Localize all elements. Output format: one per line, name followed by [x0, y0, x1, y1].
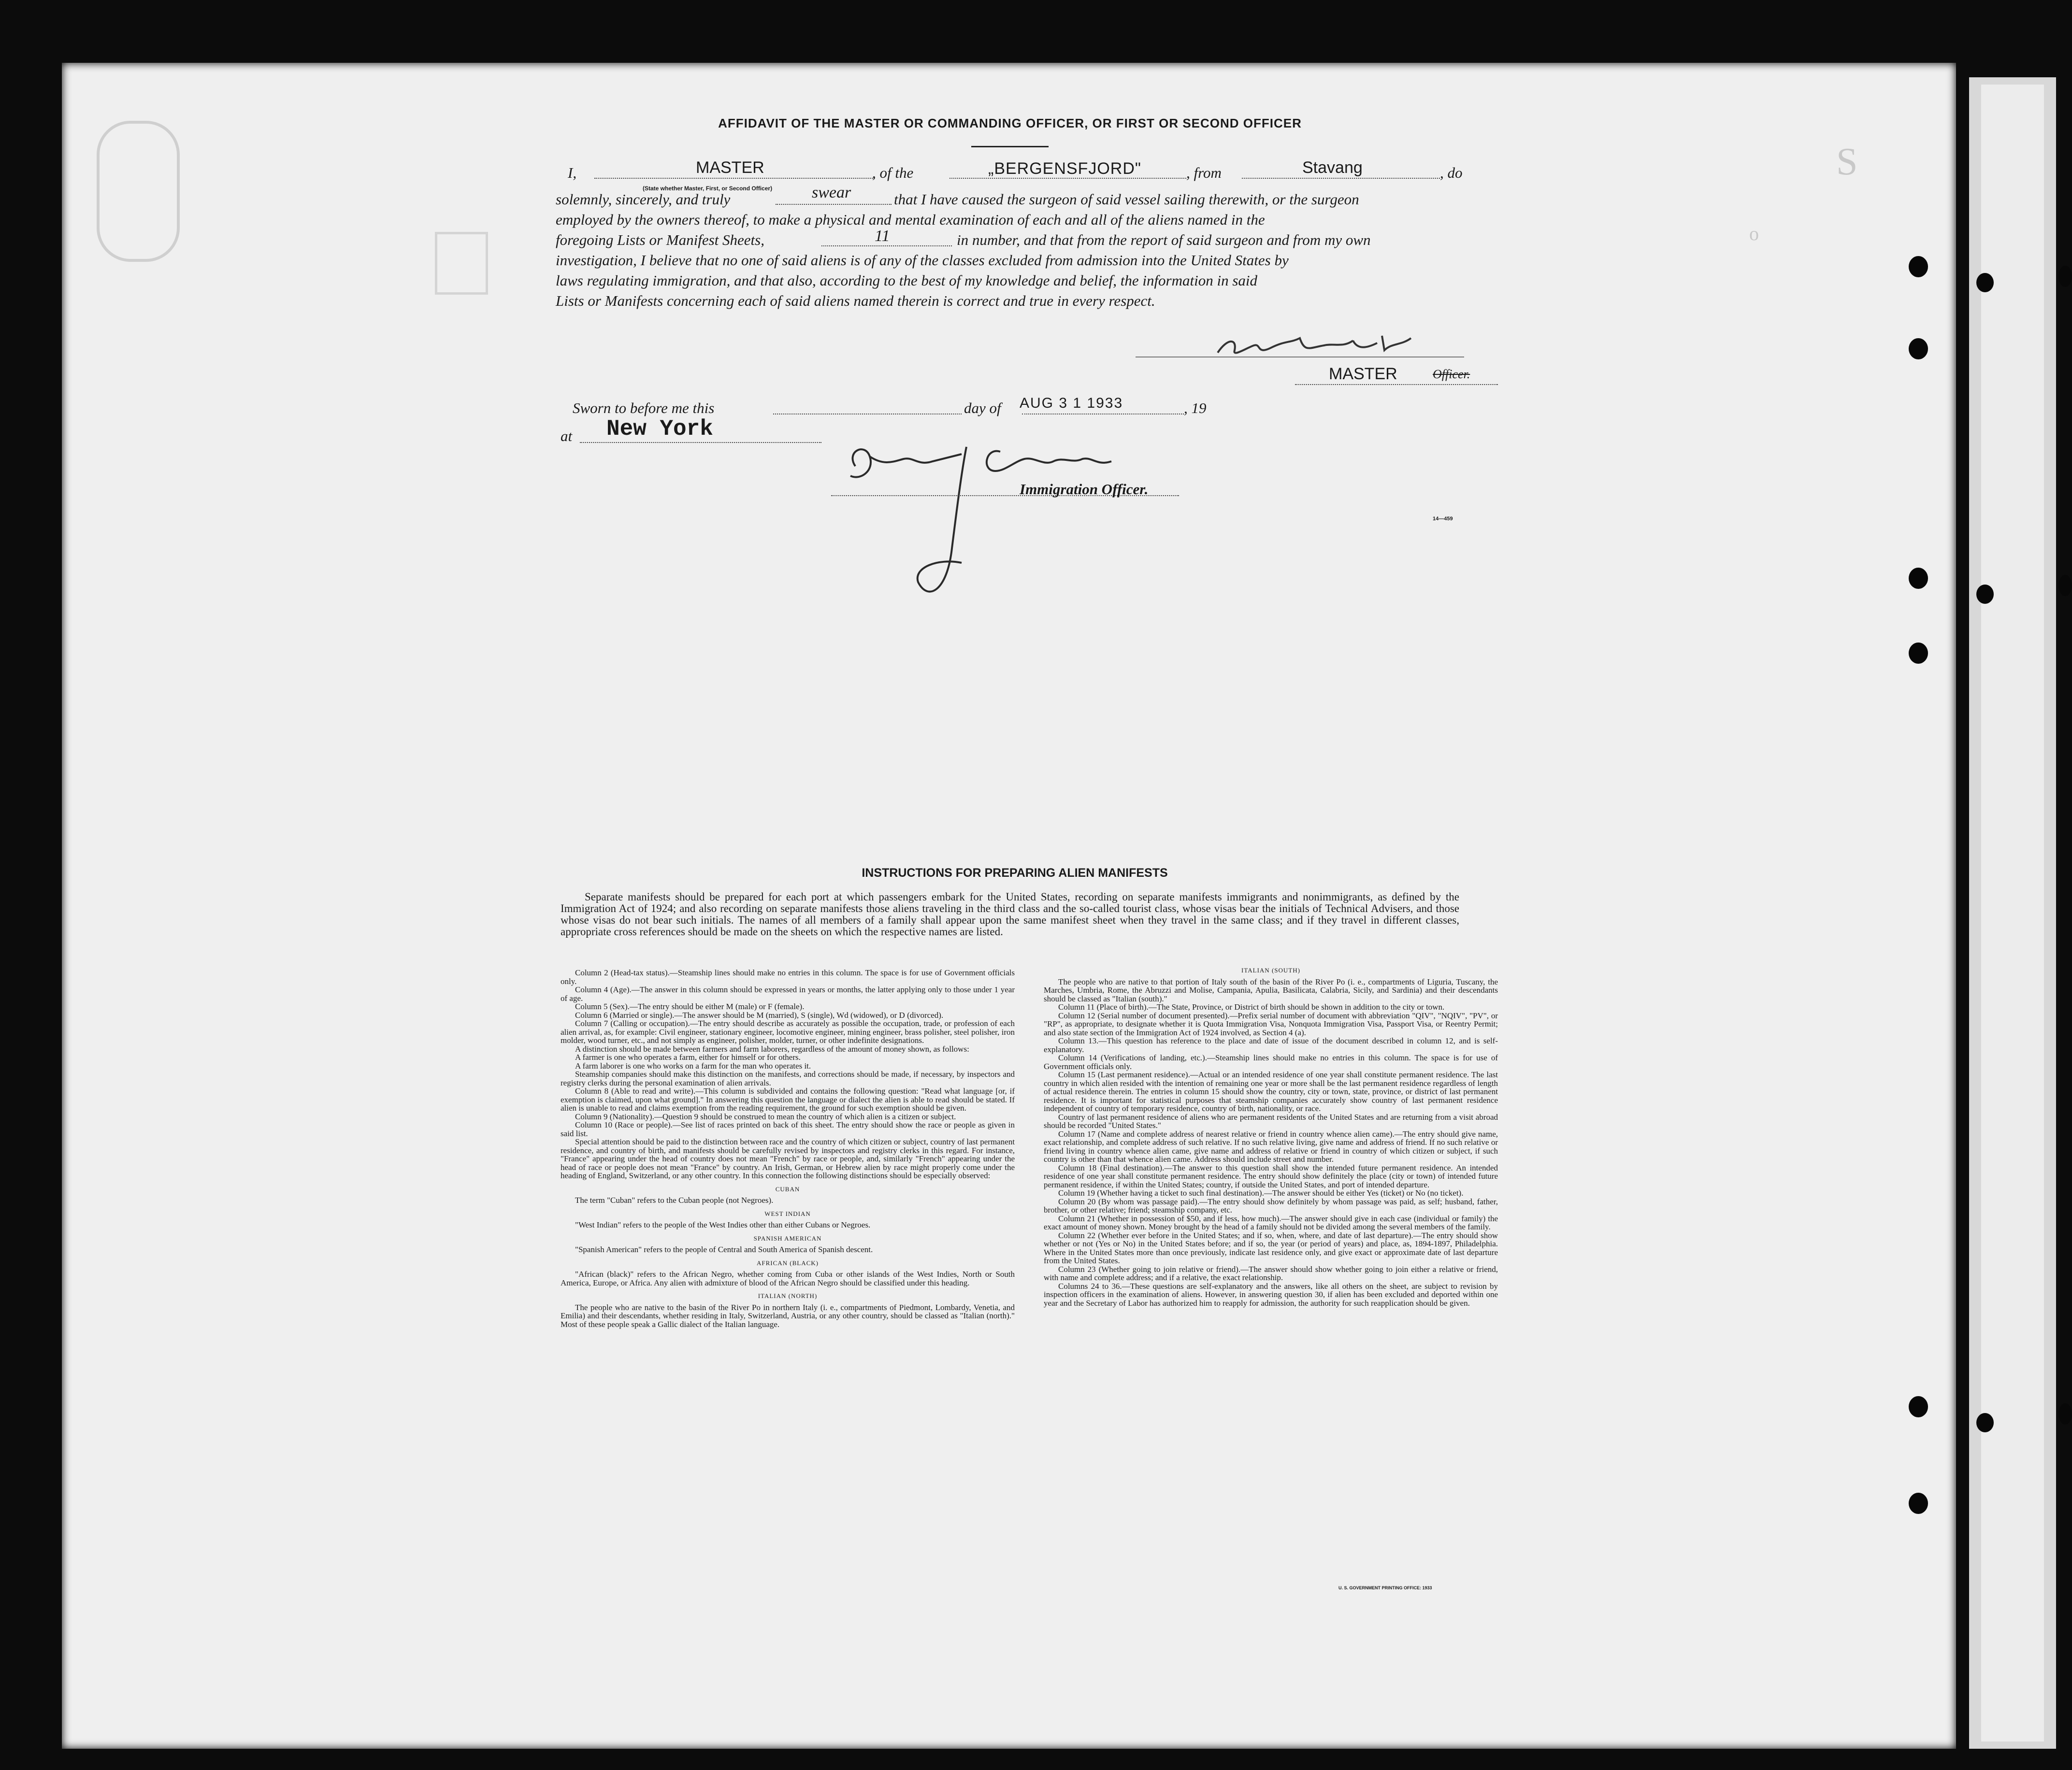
at-label: at [561, 428, 573, 444]
officer-rank: MASTER [696, 158, 764, 177]
paragraph: "Spanish American" refers to the people of Central and South America of Spanish descent. [575, 1245, 873, 1254]
affidavit-line-3: employed by the owners thereof, to make a physical and mental examination of each and all of the aliens named in the [556, 211, 1265, 228]
immigration-officer-label: Immigration Officer. [1020, 481, 1149, 498]
punch-hole [1909, 256, 1928, 277]
paragraph: Column 23 (Whether going to join relative or friend).—The answer should show whether going to join either a relative or friend, with name and complete address; and if a relative, the exact relationship. [1044, 1264, 1498, 1282]
place-of-oath: New York [606, 416, 713, 442]
paragraph: Column 2 (Head-tax status).—Steamship lines should make no entries in this column. The space is for use of Government officials only. [561, 968, 1015, 986]
printer-imprint: U. S. GOVERNMENT PRINTING OFFICE: 1933 [1338, 1585, 1432, 1590]
paragraph: Column 15 (Last permanent residence).—Actual or an intended residence of one year shall constitute permanent residence. The last country in which alien resided with the intention of remaining one year or more shall be the last permanent residence regardless of length of actual residence therein. The entries in column 15 should show the country, city or town, state, province, or district of last permanent residence. It is important for statistical purposes that steamship companies accurately show country of last permanent residence independent of country of temporary residence, country of birth, nationality, or race. [1044, 1070, 1498, 1113]
immigration-officer-signature [841, 437, 1131, 616]
officer-word: Officer. [1433, 367, 1470, 381]
affidavit-of-the: , of the [872, 164, 914, 181]
instructions-right-column [1044, 966, 1498, 1307]
blank-line [1242, 178, 1440, 179]
affidavit-line-4a: foregoing Lists or Manifest Sheets, [556, 231, 764, 248]
bleed-through-mark: o [1749, 223, 1759, 244]
affidavit-line-1 [568, 164, 576, 182]
signer-title: MASTER [1329, 365, 1397, 383]
ship-name: „BERGENSFJORD" [988, 159, 1141, 178]
instructions-title: INSTRUCTIONS FOR PREPARING ALIEN MANIFESTS [862, 866, 1168, 880]
adjacent-page-strip-inner [1981, 85, 2044, 1741]
punch-hole [1909, 642, 1928, 664]
paragraph: Column 10 (Race or people).—See list of races printed on back of this sheet. The entry should show the race or people as given in said list. [561, 1120, 1015, 1138]
text-i: I, [568, 164, 577, 181]
affidavit-title: AFFIDAVIT OF THE MASTER OR COMMANDING OFFICER, OR FIRST OR SECOND OFFICER [718, 116, 1302, 130]
punch-hole [1909, 338, 1928, 359]
paragraph: A farm laborer is one who works on a farm for the man who operates it. [575, 1061, 811, 1071]
punch-hole [1976, 585, 1994, 604]
paragraph: Column 9 (Nationality).—Question 9 should be construed to mean the country of which alien is a citizen or subject. [575, 1112, 956, 1121]
paragraph: Column 22 (Whether ever before in the United States; and if so, when, where, and date of last departure).—The entry should show whether or not (Yes or No) in the United States before; and if so, the year (or period of years) and place, as, 1894-1897, Philadelphia. Where in the United States more than once previously, indicate last residence only, and give exact or approximate date of last departure from the United States. [1044, 1230, 1498, 1265]
punch-hole [1976, 273, 1994, 292]
affidavit-line-2a: solemnly, sincerely, and truly [556, 191, 731, 208]
paragraph: Column 6 (Married or single).—The answer should be M (married), S (single), Wd (widowed), or D (divorced). [575, 1010, 944, 1020]
state-note: (State whether Master, First, or Second Officer) [643, 185, 773, 192]
affidavit-line-6: laws regulating immigration, and that also, according to the best of my knowledge and belief, the information in said [556, 272, 1258, 289]
paragraph: Column 5 (Sex).—The entry should be either M (male) or F (female). [575, 1002, 805, 1011]
bleed-through-mark [435, 232, 488, 295]
paragraph: A farmer is one who operates a farm, either for himself or for others. [575, 1053, 801, 1062]
affidavit-line-5: investigation, I believe that no one of said aliens is of any of the classes excluded from admission into the United States by [556, 252, 1289, 269]
blank-line [1295, 384, 1498, 385]
paragraph: Column 14 (Verifications of landing, etc.).—Steamship lines should make no entries in this column. The space is for use of Government officials only. [1044, 1053, 1498, 1071]
paragraph: Column 20 (By whom was passage paid).—The entry should show definitely by whom passage was paid, as self; husband, father, brother, or other relative; friend; steamship company, etc. [1044, 1197, 1498, 1214]
punch-hole [2058, 1403, 2072, 1425]
section-heading: AFRICAN (BLACK) [756, 1259, 819, 1267]
affidavit-line-4b: in number, and that from the report of said surgeon and from my own [957, 231, 1371, 248]
paragraph: Special attention should be paid to the distinction between race and the country of which citizen or subject, country of last permanent residence, and country of birth, and manifests should be carefully revised by inspectors and registry clerks in this regard. For instance, "France" appearing under the head of country does not mean "French" by race or people, and, similarly "French" appearing under the head of race or people does not mean "France" by country. An Irish, German, or Hebrew alien by race might properly come under the heading of England, Switzerland, or any other country. In this connection the following distinctions should be especially observed: [561, 1137, 1015, 1180]
blank-line [594, 178, 875, 179]
paragraph: The people who are native to that portion of Italy south of the basin of the River Po (i. e., compartments of Liguria, Tuscany, the Marches, Umbria, Rome, the Abruzzi and Molise, Campania, Apulia, Basilicata, Calabria, Sicily, and Sardinia) and their descendants should be classed as "Italian (south)." [1044, 977, 1498, 1003]
section-heading: WEST INDIAN [764, 1210, 811, 1217]
paragraph: Column 21 (Whether in possession of $50, and if less, how much).—The answer should give in each case (individual or family) the exact amount of money shown. Money brought by the head of a family should not be divided among the several members of the family. [1044, 1213, 1498, 1231]
section-heading: ITALIAN (SOUTH) [1241, 967, 1300, 974]
blank-line [821, 245, 952, 246]
punch-hole [1909, 1493, 1928, 1514]
paragraph: Steamship companies should make this distinction on the manifests, and corrections should be made, if necessary, by inspectors and registry clerks during the personal examination of alien arrivals. [561, 1070, 1015, 1087]
punch-hole [1976, 1413, 1994, 1432]
section-heading: SPANISH AMERICAN [753, 1234, 822, 1242]
paragraph: Column 18 (Final destination).—The answer to this question shall show the intended future permanent residence. An intended residence of one year shall constitute permanent residence. The entry should show definitely the place (city or town) of intended future permanent residence, if within the United States; country, if outside the United States, and port of intended departure. [1044, 1163, 1498, 1189]
paragraph: Columns 24 to 36.—These questions are self-explanatory and the answers, like all others on the sheet, are subject to revision by inspection officers in the examination of aliens. However, in answering question 30, if alien has been excluded and deported within one year and the Secretary of Labor has authorized him to reapply for admission, the authority for such reapplication should be given. [1044, 1281, 1498, 1308]
paragraph: Column 13.—This question has reference to the place and date of issue of the document described in column 12, and is self-explanatory. [1044, 1036, 1498, 1054]
bleed-through-mark [97, 121, 180, 262]
paragraph: Country of last permanent residence of aliens who are permanent residents of the United States and are returning from a visit abroad should be recorded "United States." [1044, 1112, 1498, 1130]
paragraph: Column 7 (Calling or occupation).—The entry should describe as accurately as possible the occupation, trade, or profession of each alien arrival, as, for example: Civil engineer, stationary engineer, locomotive engineer, mining engineer, brass polisher, steel polisher, iron molder, wood turner, etc., and not simply as engineer, polisher, molder, turner, or other indefinite designations. [561, 1019, 1015, 1045]
sworn-day-of: day of [964, 400, 1001, 416]
instructions-intro: Separate manifests should be prepared for each port at which passengers embark for the United States, recording on separate manifests immigrants and nonimmigrants, as defined by the Immigration Act of 1924; and also recording on separate manifests those aliens traveling in the third class and the so-called tourist class, whose visas bear the initials of Technical Advisers, and those whose visas do not bear such initials. The names of all members of a family shall appear upon the same manifest sheet when they travel in the same class; and if they travel in different classes, appropriate cross references should be made on the sheets on which the respective names are listed. [561, 891, 1459, 938]
blank-line [580, 442, 821, 443]
paragraph: Column 4 (Age).—The answer in this column should be expressed in years or months, the latter applying only to those under 1 year of age. [561, 985, 1015, 1003]
form-number: 14—459 [1433, 516, 1453, 522]
paragraph: "West Indian" refers to the people of the West Indies other than either Cubans or Negroes. [575, 1220, 871, 1229]
affidavit-line-2b: that I have caused the surgeon of said vessel sailing therewith, or the surgeon [894, 191, 1359, 208]
sheet-count: 11 [875, 227, 890, 245]
paragraph: Column 19 (Whether having a ticket to such final destination).—The answer should be either Yes (ticket) or No (no ticket). [1058, 1188, 1464, 1198]
punch-hole [1909, 568, 1928, 589]
affidavit-from: , from [1186, 164, 1222, 181]
sworn-year: , 19 [1184, 400, 1207, 416]
bleed-through-mark: S [1836, 141, 1858, 183]
paragraph: The people who are native to the basin of the River Po in northern Italy (i. e., compartments of Piedmont, Lombardy, Venetia, and Emilia) and their descendants, whether residing in Italy, Switzerland, Austria, or any other country, should be classed as "Italian (north)." Most of these people speak a Gallic dialect of the Italian language. [561, 1302, 1015, 1329]
blank-line [776, 204, 892, 205]
paragraph: Column 17 (Name and complete address of nearest relative or friend in country whence alien came).—The entry should give name, exact relationship, and complete address of such relative. If no such relative living, give name and address of friend. If no such relative or friend living in country whence alien came, give name and address of relative or friend in country of which citizen or subject, if such country is other than that whence alien came. Address should include street and number. [1044, 1129, 1498, 1164]
port-of-departure: Stavang [1302, 158, 1363, 177]
sworn-text: Sworn to before me this [573, 400, 715, 416]
punch-hole [2058, 575, 2072, 596]
punch-hole [1909, 1396, 1928, 1417]
section-heading: ITALIAN (NORTH) [758, 1292, 818, 1299]
paragraph: A distinction should be made between farmers and farm laborers, regardless of the amount of money shown, as follows: [575, 1044, 969, 1054]
divider [971, 146, 1049, 147]
oath-word: swear [812, 184, 851, 201]
paragraph: "African (black)" refers to the African Negro, whether coming from Cuba or other islands of the West Indies, North or South America, Europe, or Africa. Any alien with admixture of blood of the African Negro should be classified under this heading. [561, 1270, 1015, 1287]
paragraph: Column 12 (Serial number of document presented).—Prefix serial number of document with abbreviation "QIV", "NQIV", "PV", or "RP", as appropriate, to designate whether it is Quota Immigration Visa, Nonquota Immigration Visa, Passport Visa, or Reentry Permit; and also state section of the Immigration Act of 1924 involved, as Section 4 (a). [1044, 1011, 1498, 1037]
paragraph: Column 8 (Able to read and write).—This column is subdivided and contains the following question: "Read what language [or, if exemption is claimed, upon what ground]." In answering this question the language or dialect the alien is able to read should be stated. If alien is unable to read and claims exemption from the reading requirement, the ground for such exemption should be given. [561, 1086, 1015, 1113]
punch-hole [2058, 266, 2072, 287]
date-stamp: AUG 3 1 1933 [1020, 395, 1123, 411]
section-heading: CUBAN [775, 1185, 800, 1193]
instructions-left-column [561, 969, 1015, 1328]
paragraph: Column 11 (Place of birth).—The State, Province, or District of birth should be shown in addition to the city or town. [1058, 1002, 1445, 1012]
affidavit-do: , do [1440, 164, 1463, 181]
affidavit-line-7: Lists or Manifests concerning each of said aliens named therein is correct and true in every respect. [556, 292, 1155, 309]
paragraph: The term "Cuban" refers to the Cuban people (not Negroes). [575, 1196, 774, 1205]
